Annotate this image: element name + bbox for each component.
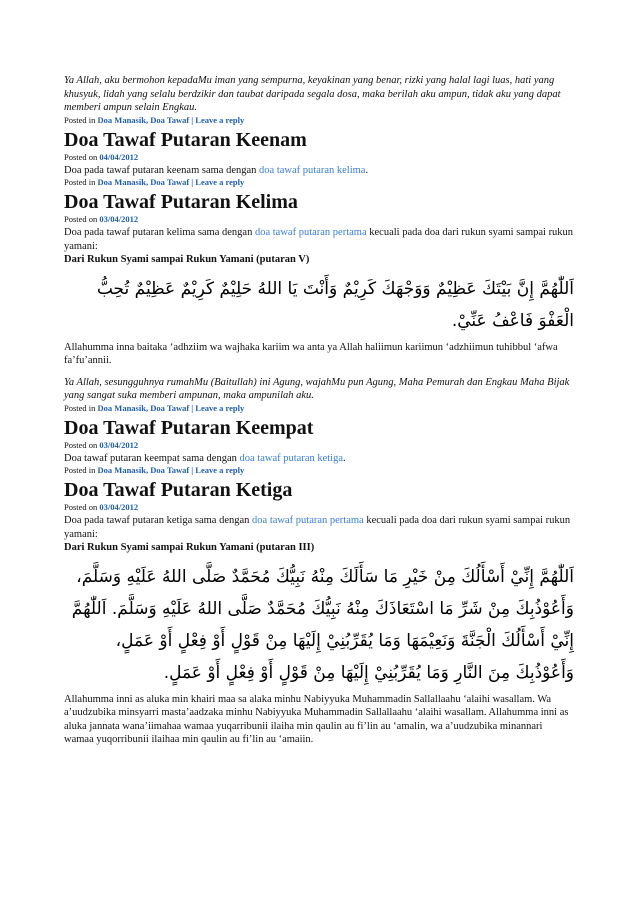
arabic-prayer: اَللّٰهُمَّ إِنَّ بَيْتَكَ عَظِيْمٌ وَوَجْهَكَ كَرِيْمٌ وَأَنْتَ يَا اللهُ حَلِيْمٌ كَرِيْمٌ عَظِيْمٌ تُحِبُّ الْعَفْوَ فَاعْفُ عَنِّيْ. bbox=[96, 278, 574, 331]
leave-reply-link[interactable]: Leave a reply bbox=[195, 402, 245, 413]
body-text: Doa tawaf putaran keempat sama dengan bbox=[64, 452, 237, 464]
post-title[interactable]: Doa Tawaf Putaran Kelima bbox=[64, 191, 298, 213]
body-text: Doa pada tawaf putaran ketiga sama dengan bbox=[64, 515, 250, 526]
meta-separator: | bbox=[191, 177, 194, 187]
body-text: kecuali pada doa dari rukun syami sampai rukun yamani: bbox=[64, 515, 571, 540]
post-body bbox=[64, 164, 574, 178]
post-date-link[interactable]: 03/04/2012 bbox=[99, 439, 139, 450]
post-link[interactable]: doa tawaf putaran pertama bbox=[254, 227, 367, 238]
post-link[interactable]: doa tawaf putaran ketiga bbox=[239, 452, 344, 464]
leave-reply-link[interactable]: Leave a reply bbox=[195, 114, 245, 125]
post-meta-date bbox=[64, 152, 574, 163]
category-link[interactable]: Doa Manasik bbox=[97, 465, 146, 475]
translation: Ya Allah, sesungguhnya rumahMu (Baitullah) ini Agung, wajahMu pun Agung, Maha Pemurah dan Engkau Maha Bijak yang sangat suka memberi ampunan, maka ampunilah aku. bbox=[64, 376, 570, 401]
post-title[interactable]: Doa Tawaf Putaran Keenam bbox=[64, 128, 307, 151]
post-title[interactable]: Doa Tawaf Putaran Ketiga bbox=[64, 479, 293, 501]
posted-on-label: Posted on bbox=[64, 439, 98, 450]
post-body bbox=[64, 226, 574, 253]
category-link[interactable]: Doa Manasik bbox=[97, 114, 146, 125]
category-link[interactable]: Doa Manasik bbox=[97, 402, 146, 413]
post-meta-categories: Posted in Doa Manasik, Doa Tawaf | Leave a reply bbox=[64, 402, 245, 413]
post-meta-categories: Posted in Doa Manasik, Doa Tawaf | Leave a reply bbox=[64, 177, 245, 187]
body-text: Doa pada tawaf putaran kelima sama dengan bbox=[64, 227, 253, 238]
body-text: kecuali pada doa dari rukun syami sampai rukun yamani: bbox=[64, 227, 574, 252]
category-link[interactable]: Doa Tawaf bbox=[150, 177, 190, 187]
meta-separator: | bbox=[191, 402, 194, 413]
body-text: . bbox=[365, 164, 369, 176]
body-text: . bbox=[343, 452, 346, 464]
meta-separator: | bbox=[191, 465, 194, 475]
post-meta-date bbox=[64, 440, 574, 451]
section-subhead: Dari Rukun Syami sampai Rukun Yamani (putaran III) bbox=[64, 542, 315, 553]
posted-in-label: Posted in bbox=[64, 114, 96, 125]
category-link[interactable]: Doa Manasik bbox=[97, 177, 146, 187]
category-link[interactable]: Doa Tawaf bbox=[150, 114, 190, 125]
posted-on-label: Posted on bbox=[64, 151, 98, 162]
post-meta-categories: Posted in Doa Manasik, Doa Tawaf | Leave a reply bbox=[64, 465, 245, 475]
posted-in-label: Posted in bbox=[64, 402, 96, 413]
category-link[interactable]: Doa Tawaf bbox=[150, 402, 190, 413]
transliteration: Allahumma inni as aluka min khairi maa sa alaka minhu Nabiyyuka Muhammadin Sallallaahu ‘alaihi wasallam. Wa a’uudzubika minsyarri masta’aadzaka minhu Nabiyyuka Muhammadin Sallallaahu ‘alaihi wasallam. Allahumma inni as aluka jannata wana’iimahaa wamaa yuqarribunii ilaiha min qaulin au fi’lin au ‘amalin, wa a’uudzubika minannari wamaa yuqorribunii ilaihaa min qaulin au fi’lin au ‘amaiin. bbox=[64, 693, 569, 745]
posted-in-label: Posted in bbox=[64, 465, 96, 475]
arabic-prayer: اَللّٰهُمَّ إِنِّيْ أَسْأَلُكَ مِنْ خَيْرِ مَا سَأَلَكَ مِنْهُ نَبِيُّكَ مُحَمَّدٌ صَلَّى اللهُ عَلَيْهِ وَسَلَّمَ، وَأَعُوْذُبِكَ مِنْ شَرِّ مَا اسْتَعَاذَكَ مِنْهُ نَبِيُّكَ مُحَمَّدٌ صَلَّى اللهُ عَلَيْهِ وَسَلَّمَ. اَللّٰهُمَّ إِنِّيْ أَسْأَلُكَ الْجَنَّةَ وَنَعِيْمَهَا وَمَا يُقَرِّبُنِيْ إِلَيْهَا مِنْ قَوْلٍ أَوْ فِعْلٍ أَوْ عَمَلٍ، وَأَعُوْذُبِكَ مِنَ النَّارِ وَمَا يُقَرِّبُنِيْ إِلَيْهَا مِنْ قَوْلٍ أَوْ فِعْلٍ أَوْ عَمَلٍ. bbox=[71, 566, 574, 683]
post-body bbox=[64, 452, 574, 466]
category-link[interactable]: Doa Tawaf bbox=[150, 465, 190, 475]
post-meta-date bbox=[64, 214, 574, 225]
body-text: Doa pada tawaf putaran keenam sama dengan bbox=[64, 164, 257, 176]
section-subhead: Dari Rukun Syami sampai Rukun Yamani (putaran V) bbox=[64, 254, 310, 265]
posted-on-label: Posted on bbox=[64, 214, 98, 224]
post-date-link[interactable]: 03/04/2012 bbox=[99, 502, 139, 512]
post-body bbox=[64, 514, 574, 541]
post-meta-categories: Posted in Doa Manasik, Doa Tawaf | Leave a reply bbox=[64, 114, 245, 125]
post-title[interactable]: Doa Tawaf Putaran Keempat bbox=[64, 416, 314, 439]
post-date-link[interactable]: 04/04/2012 bbox=[99, 151, 139, 162]
posted-in-label: Posted in bbox=[64, 177, 96, 187]
post-meta-date bbox=[64, 502, 574, 513]
transliteration: Allahumma inna baitaka ‘adhziim wa wajhaka kariim wa anta ya Allah haliimun kariimun ‘adzhiimun tuhibbul ‘afwa fa’fu’annii. bbox=[64, 341, 558, 366]
intro-translation: Ya Allah, aku bermohon kepadaMu iman yang sempurna, keyakinan yang benar, rizki yang halal lagi luas, hati yang khusyuk, lidah yang selalu berdzikir dan taubat daripada segala dosa, maka berilah aku ampun, tidak aku yang dapat memberi ampun selain Engkau. bbox=[64, 75, 561, 113]
posted-on-label: Posted on bbox=[64, 502, 98, 512]
post-link[interactable]: doa tawaf putaran kelima bbox=[259, 164, 366, 176]
post-link[interactable]: doa tawaf putaran pertama bbox=[252, 515, 364, 526]
leave-reply-link[interactable]: Leave a reply bbox=[195, 465, 245, 475]
leave-reply-link[interactable]: Leave a reply bbox=[195, 177, 245, 187]
meta-separator: | bbox=[191, 114, 194, 125]
post-date-link[interactable]: 03/04/2012 bbox=[99, 214, 139, 224]
document-page bbox=[64, 74, 574, 747]
